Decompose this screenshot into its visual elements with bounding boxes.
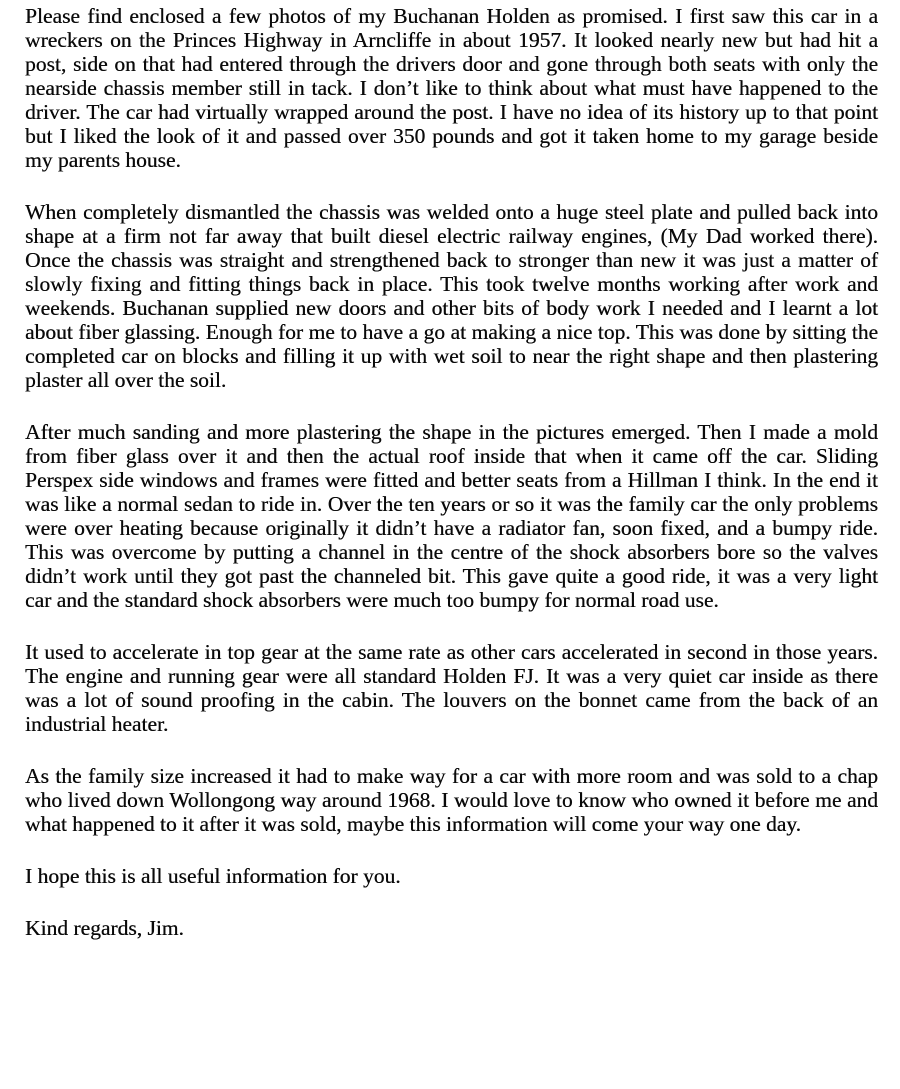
paragraph-signoff: Kind regards, Jim. (25, 916, 184, 940)
paragraph-performance: It used to accelerate in top gear at the same rate as other cars accelerated in second in those years. The engine and running gear were all standard Holden FJ. It was a very quiet car inside as there was a lot of sound proofing in the cabin. The louvers on the bonnet came from the back of an industrial heater. (25, 640, 878, 736)
paragraph-sale: As the family size increased it had to make way for a car with more room and was sold to a chap who lived down Wollongong way around 1968. I would love to know who owned it before me and what happened to it after it was sold, maybe this information will come your way one day. (25, 764, 878, 836)
paragraph-rebuild-chassis: When completely dismantled the chassis was welded onto a huge steel plate and pulled back into shape at a firm not far away that built diesel electric railway engines, (My Dad worked there). Once the chassis was straight and strengthened back to stronger than new it was just a matter of slowly fixing and fitting things back in place. This took twelve months working after work and weekends. Buchanan supplied new doors and other bits of body work I needed and I learnt a lot about fiber glassing. Enough for me to have a go at making a nice top. This was done by sitting the completed car on blocks and filling it up with wet soil to near the right shape and then plastering plaster all over the soil. (25, 200, 878, 392)
paragraph-intro-purchase: Please find enclosed a few photos of my Buchanan Holden as promised. I first saw this car in a wreckers on the Princes Highway in Arncliffe in about 1957. It looked nearly new but had hit a post, side on that had entered through the drivers door and gone through both seats with only the nearside chassis member still in tack. I don’t like to think about what must have happened to the driver. The car had virtually wrapped around the post. I have no idea of its history up to that point but I liked the look of it and passed over 350 pounds and got it taken home to my garage beside my parents house. (25, 4, 878, 172)
paragraph-closing-note: I hope this is all useful information for you. (25, 864, 401, 888)
paragraph-roof-and-ride: After much sanding and more plastering the shape in the pictures emerged. Then I made a mold from fiber glass over it and then the actual roof inside that when it came off the car. Sliding Perspex side windows and frames were fitted and better seats from a Hillman I think. In the end it was like a normal sedan to ride in. Over the ten years or so it was the family car the only problems were over heating because originally it didn’t have a radiator fan, soon fixed, and a bumpy ride. This was overcome by putting a channel in the centre of the shock absorbers bore so the valves didn’t work until they got past the channeled bit. This gave quite a good ride, it was a very light car and the standard shock absorbers were much too bumpy for normal road use. (25, 420, 878, 612)
